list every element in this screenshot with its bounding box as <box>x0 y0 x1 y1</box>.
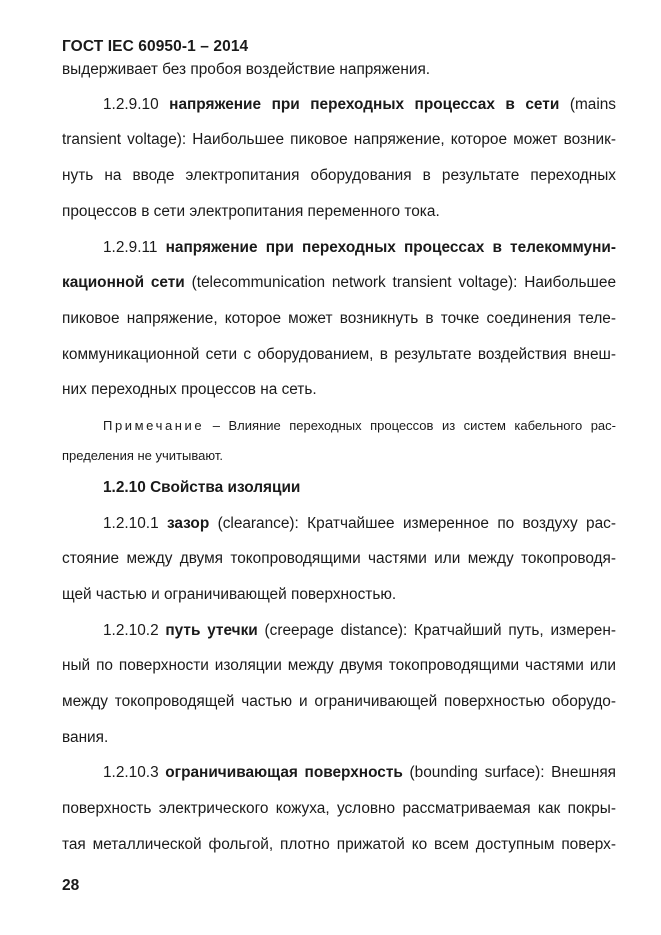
text-line: ный по поверхности изоляции между двумя токопроводящими частями или <box>62 657 616 674</box>
text-line: нуть на вводе электропитания оборудования в результате переходных <box>62 167 616 184</box>
page-number: 28 <box>62 877 80 894</box>
section-heading: 1.2.10 Свойства изоляции <box>103 479 301 496</box>
clause-1-2-9-11-title: 1.2.9.11 напряжение при переходных процессах в телекоммуни- <box>103 239 616 256</box>
text-line: щей частью и ограничивающей поверхностью. <box>62 586 397 603</box>
text-line: коммуникационной сети с оборудованием, в результате воздействия внеш- <box>62 346 616 363</box>
text-line: поверхность электрического кожуха, условно рассматриваемая как покры- <box>62 800 616 817</box>
text-line: transient voltage): Наибольшее пиковое напряжение, которое может возник- <box>62 131 616 148</box>
term-bounding-surface: ограничивающая поверхность <box>165 764 403 781</box>
clause-1-2-10-1-title: 1.2.10.1 зазор (clearance): Кратчайшее измеренное по воздуху рас- <box>103 515 616 532</box>
clause-1-2-9-10-title: 1.2.9.10 напряжение при переходных процессах в сети (mains <box>103 96 616 113</box>
document-header: ГОСТ IEC 60950-1 – 2014 <box>62 38 249 55</box>
text-line: пиковое напряжение, которое может возникнуть в точке соединения теле- <box>62 310 616 327</box>
note-label: Примечание <box>103 418 205 433</box>
text-line: тая металлической фольгой, плотно прижатой ко всем доступным поверх- <box>62 836 616 853</box>
note-line: Примечание – Влияние переходных процессов из систем кабельного рас- <box>103 418 616 433</box>
text-line: кационной сети (telecommunication network transient voltage): Наибольшее <box>62 274 617 291</box>
clause-1-2-10-3-title: 1.2.10.3 ограничивающая поверхность (bounding surface): Внешняя <box>103 764 616 781</box>
term-creepage-distance: путь утечки <box>165 622 258 639</box>
text-line: процессов в сети электропитания переменного тока. <box>62 203 440 220</box>
text-line: между токопроводящей частью и ограничивающей поверхностью оборудо- <box>62 693 616 710</box>
term-clearance: зазор <box>166 515 210 532</box>
clause-1-2-10-2-title: 1.2.10.2 путь утечки (creepage distance): Кратчайший путь, измерен- <box>103 622 616 639</box>
note-line: пределения не учитывают. <box>62 448 223 463</box>
text-line: вания. <box>62 729 109 746</box>
text-line: стояние между двумя токопроводящими частями или между токопроводя- <box>62 550 616 567</box>
text-line: выдерживает без пробоя воздействие напряжения. <box>62 61 431 78</box>
term-telecom-transient-voltage: напряжение при переходных процессах в телекоммуни- <box>165 239 616 256</box>
text-line: них переходных процессов на сеть. <box>62 381 317 398</box>
term-mains-transient-voltage: напряжение при переходных процессах в сети <box>169 96 560 113</box>
